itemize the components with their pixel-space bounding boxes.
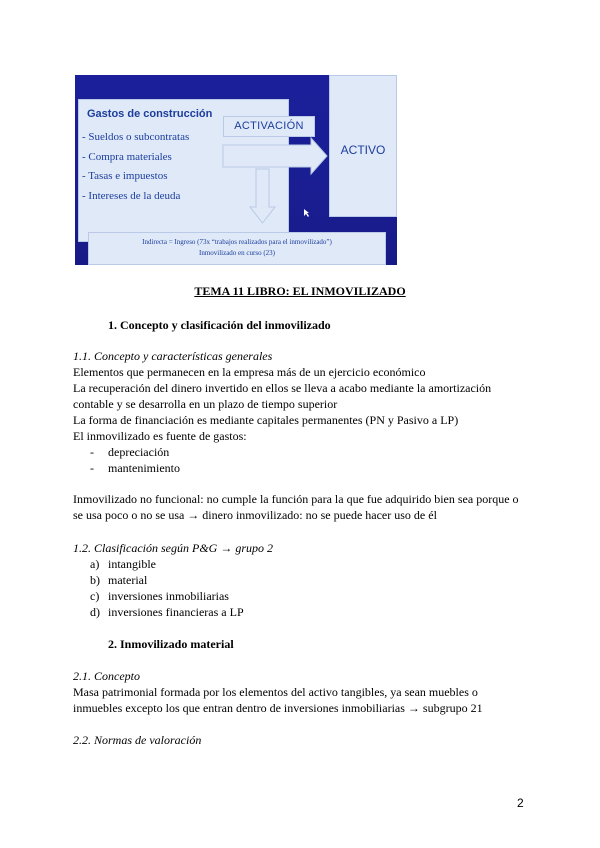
note-box bbox=[88, 232, 386, 265]
slide-image bbox=[75, 75, 397, 265]
list-marker: d) bbox=[90, 605, 100, 619]
activo-label: ACTIVO bbox=[340, 143, 386, 157]
paragraph-line: Masa patrimonial formada por los elementos del activo tangibles, ya sean muebles o bbox=[73, 685, 478, 699]
list-item: inversiones financieras a LP bbox=[108, 605, 244, 619]
paragraph-line: contable y se desarrolla en un plazo de tiempo superior bbox=[73, 397, 338, 411]
subsection-1-2-heading: 1.2. Clasificación según P&G → grupo 2 bbox=[73, 541, 273, 555]
subsection-2-1-heading: 2.1. Concepto bbox=[73, 669, 140, 683]
paragraph-line: Elementos que permanecen en la empresa más de un ejercicio económico bbox=[73, 365, 426, 379]
list-item: depreciación bbox=[108, 445, 170, 459]
activo-box bbox=[329, 75, 397, 217]
gastos-title: Gastos de construcción bbox=[87, 108, 213, 120]
list-marker: a) bbox=[90, 557, 100, 571]
list-marker: - bbox=[90, 461, 94, 475]
list-item: mantenimiento bbox=[108, 461, 180, 475]
section-1-heading: 1. Concepto y clasificación del inmovilizado bbox=[108, 318, 331, 332]
list-item: inversiones inmobiliarias bbox=[108, 589, 229, 603]
gastos-item: - Sueldos o subcontratas bbox=[82, 131, 190, 143]
list-item: material bbox=[108, 573, 148, 587]
list-marker: - bbox=[90, 445, 94, 459]
cursor-icon bbox=[304, 209, 309, 217]
document-title: TEMA 11 LIBRO: EL INMOVILIZADO bbox=[194, 284, 406, 298]
paragraph-line: La recuperación del dinero invertido en ellos se lleva a acabo mediante la amortización bbox=[73, 381, 492, 395]
note-line-1: Indirecta = Ingreso (73x “trabajos realizados para el inmovilizado”) bbox=[142, 238, 332, 246]
subsection-1-1-heading: 1.1. Concepto y características generales bbox=[73, 349, 273, 363]
gastos-item: - Tasas e impuestos bbox=[82, 170, 168, 182]
paragraph-line: se usa poco o no se usa → dinero inmovilizado: no se puede hacer uso de él bbox=[73, 508, 437, 522]
subsection-2-2-heading: 2.2. Normas de valoración bbox=[73, 733, 202, 747]
right-arrow-icon bbox=[223, 138, 327, 174]
list-marker: b) bbox=[90, 573, 100, 587]
paragraph-line: Inmovilizado no funcional: no cumple la función para la que fue adquirido bien sea porque o bbox=[73, 492, 519, 506]
paragraph-line: El inmovilizado es fuente de gastos: bbox=[73, 429, 247, 443]
gastos-item: - Compra materiales bbox=[82, 150, 172, 163]
gastos-item: - Intereses de la deuda bbox=[82, 189, 181, 202]
note-line-2: Inmovilizado en curso (23) bbox=[198, 249, 275, 257]
section-2-heading: 2. Inmovilizado material bbox=[108, 637, 234, 651]
page-number: 2 bbox=[517, 796, 524, 810]
paragraph-line: inmuebles excepto los que entran dentro de inversiones inmobiliarias → subgrupo 21 bbox=[73, 701, 483, 715]
list-item: intangible bbox=[108, 557, 156, 571]
activacion-label: ACTIVACIÓN bbox=[223, 116, 315, 137]
down-arrow-icon bbox=[250, 169, 275, 223]
paragraph-line: La forma de financiación es mediante capitales permanentes (PN y Pasivo a LP) bbox=[73, 413, 459, 427]
list-marker: c) bbox=[90, 589, 100, 603]
